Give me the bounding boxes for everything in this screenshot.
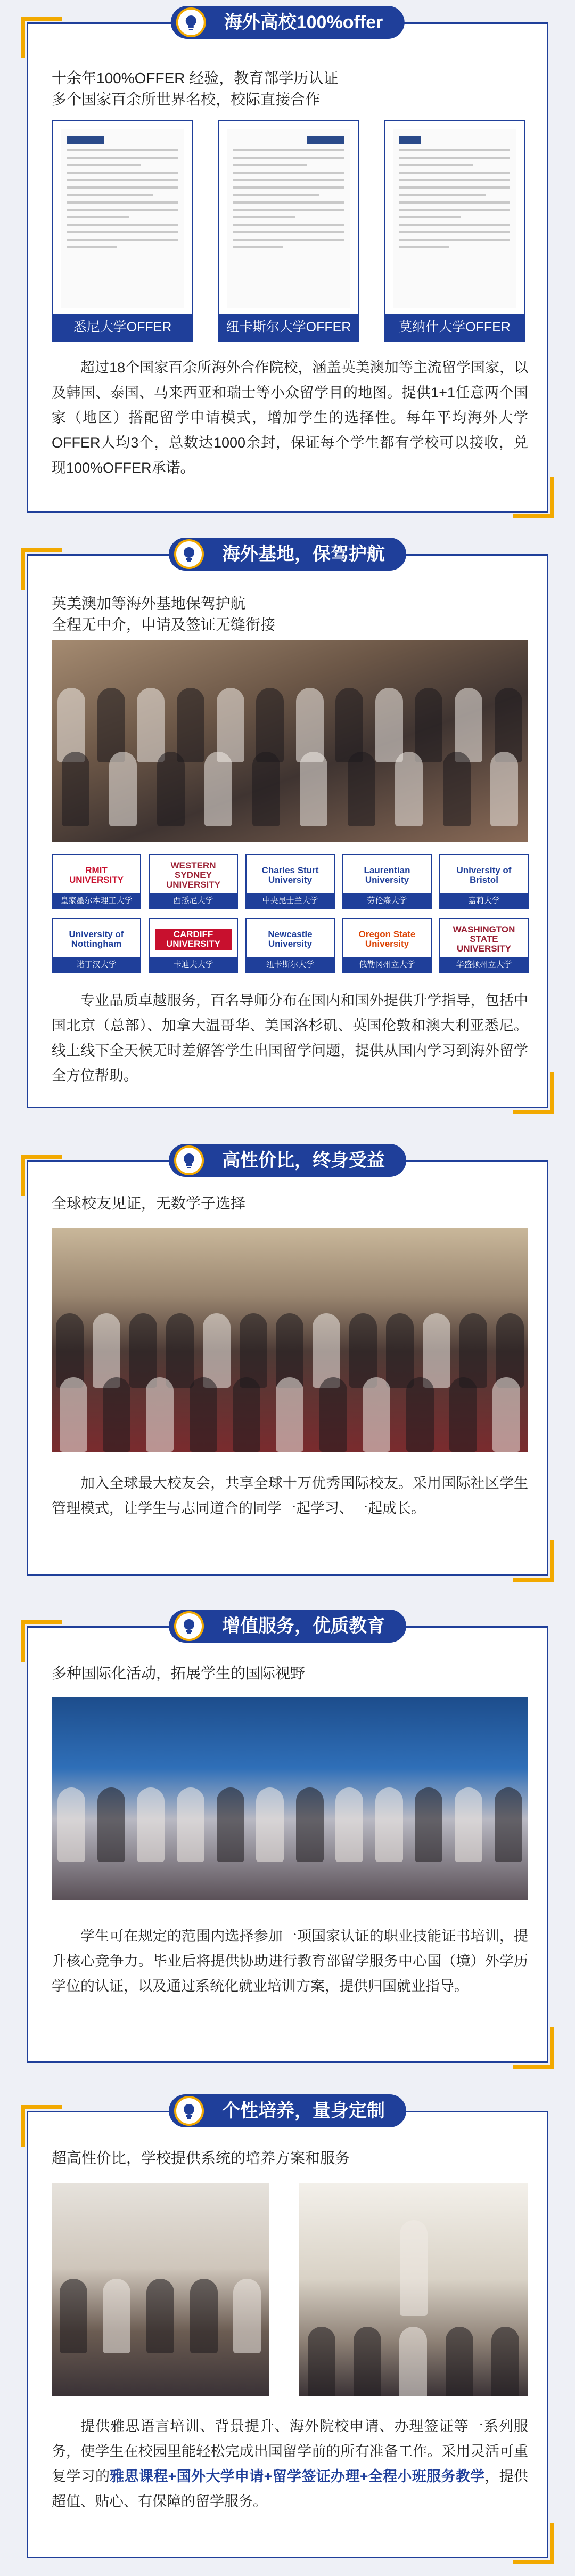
lead-text	[52, 1193, 245, 1214]
offer-letter-image	[393, 129, 516, 308]
activity-photo	[52, 1697, 528, 1900]
section-paragraph: 专业品质卓越服务，百名导师分布在国内和国外提供升学指导，包括中国北京（总部）、加拿大温哥华、美国洛杉矶、英国伦敦和澳大利亚悉尼。线上线下全天候无时差解答学生出国留学问题，提供从国内学习到海外留学全方位帮助。	[52, 993, 528, 1084]
lightbulb-icon	[174, 1145, 204, 1175]
lightbulb-icon	[174, 2096, 204, 2126]
paragraph-highlight: 雅思课程+国外大学申请+留学签证办理+全程小班服务教学	[110, 2468, 485, 2484]
university-logo: CARDIFF UNIVERSITY 卡迪夫大学	[149, 918, 238, 973]
section-title: 高性价比，终身受益	[222, 1150, 385, 1171]
lead-text	[52, 68, 338, 110]
university-logo: Laurentian University 劳伦森大学	[342, 854, 432, 909]
classroom-photo	[52, 2183, 269, 2396]
lead-line: 多个国家百余所世界名校，校际直接合作	[52, 91, 321, 108]
section-title-badge	[169, 2094, 406, 2127]
alumni-photo	[52, 1228, 528, 1452]
offer-letter-card	[218, 120, 359, 342]
section-title-badge	[169, 1610, 406, 1643]
lightbulb-icon	[174, 539, 204, 569]
offer-letter-card	[52, 120, 193, 342]
section-title: 个性培养，量身定制	[222, 2101, 385, 2121]
lightbulb-icon	[176, 7, 206, 37]
offer-caption: 莫纳什大学OFFER	[385, 314, 524, 340]
section-title-badge	[171, 6, 405, 39]
section-title: 增值服务，优质教育	[222, 1616, 385, 1636]
university-logo: University of Bristol 嘉莉大学	[439, 854, 529, 909]
section-value-added	[27, 1616, 548, 2063]
university-logo: RMIT UNIVERSITY 皇家墨尔本理工大学	[52, 854, 141, 909]
section-title-badge	[169, 1144, 406, 1177]
paragraph-text: 提供雅思语言培训、背景提升、海外院校申请、办理签证等一系列服务，使学生在校园里能轻松完成出国留学前的所有准备工作。采用灵活可重复学习的	[52, 2418, 528, 2484]
section-personalized	[27, 2101, 548, 2558]
university-logo: WESTERN SYDNEY UNIVERSITY 西悉尼大学	[149, 854, 238, 909]
section-paragraph: 超过18个国家百余所海外合作院校，涵盖英美澳加等主流留学国家，以及韩国、泰国、马来西亚和瑞士等小众留学目的地图。提供1+1任意两个国家（地区）搭配留学申请模式，增加学生的选择性。每年平均海外大学OFFER人均3个，总数达1000余封，保证每个学生都有学校可以接收，兑现100%OFFER承诺。	[52, 360, 528, 476]
section-overseas-base	[27, 544, 548, 1108]
offer-caption: 悉尼大学OFFER	[53, 314, 192, 340]
offer-letter-image	[61, 129, 184, 308]
section-paragraph: 加入全球最大校友会，共享全球十万优秀国际校友。采用国际社区学生管理模式，让学生与志同道合的同学一起学习、一起成长。	[52, 1475, 528, 1516]
lead-text	[52, 2148, 350, 2169]
offer-letter-card	[384, 120, 525, 342]
paragraph-text: ，提供超值、贴心、有保障的留学服务。	[52, 2468, 528, 2509]
offer-letter-image	[227, 129, 350, 308]
group-photo	[52, 640, 528, 842]
section-title: 海外高校100%offer	[224, 12, 383, 32]
section-title: 海外基地，保驾护航	[222, 544, 385, 564]
lightbulb-icon	[174, 1611, 204, 1641]
section-paragraph: 学生可在规定的范围内选择参加一项国家认证的职业技能证书培训，提升核心竞争力。毕业后将提供协助进行教育部留学服务中心国（境）外学历学位的认证，以及通过系统化就业培训方案，提供归国就业指导。	[52, 1928, 528, 1994]
university-logo: Oregon State University 俄勒冈州立大学	[342, 918, 432, 973]
section-title-badge	[169, 538, 406, 571]
lead-line: 英美澳加等海外基地保驾护航	[52, 595, 246, 612]
lead-line: 全程无中介，申请及签证无缝衔接	[52, 616, 276, 633]
section-cost-effective	[27, 1150, 548, 1576]
lead-line: 多种国际化活动，拓展学生的国际视野	[52, 1665, 306, 1681]
offer-caption: 纽卡斯尔大学OFFER	[219, 314, 358, 340]
section-paragraph	[52, 2414, 528, 2514]
lead-text	[52, 593, 275, 636]
university-logo: WASHINGTON STATE UNIVERSITY 华盛顿州立大学	[439, 918, 529, 973]
university-logo: Charles Sturt University 中央昆士兰大学	[245, 854, 335, 909]
section-overseas-offer	[27, 12, 548, 513]
lead-line: 超高性价比，学校提供系统的培养方案和服务	[52, 2150, 350, 2166]
lead-text	[52, 1663, 305, 1684]
lead-line: 全球校友见证，无数学子选择	[52, 1195, 246, 1212]
university-logo: Newcastle University 纽卡斯尔大学	[245, 918, 335, 973]
lead-line: 十余年100%OFFER 经验，教育部学历认证	[52, 70, 339, 86]
university-logo: University of Nottingham 诺丁汉大学	[52, 918, 141, 973]
lecture-photo	[299, 2183, 528, 2396]
